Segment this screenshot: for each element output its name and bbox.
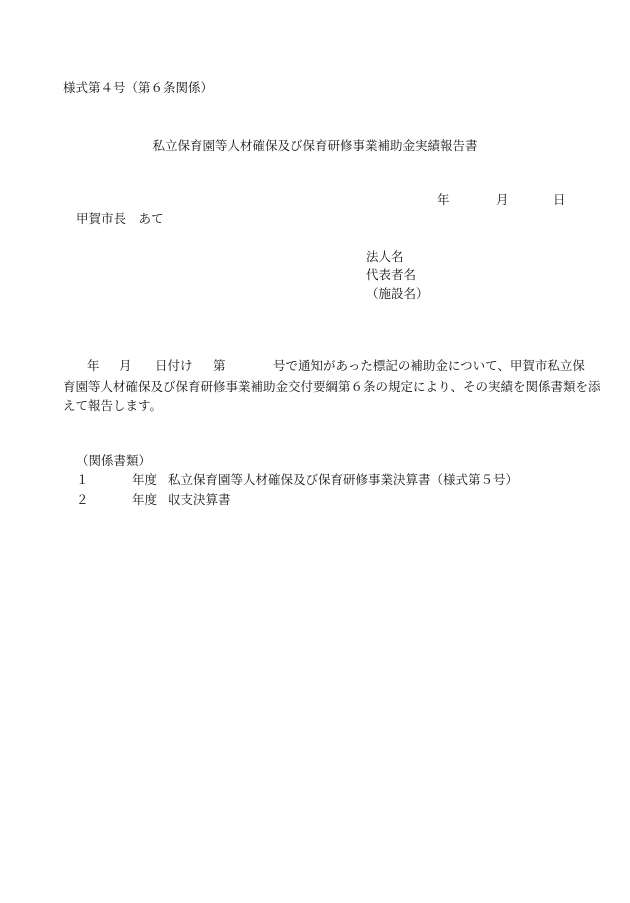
body-line-1	[63, 358, 585, 374]
related-docs-heading: （関係書類）	[76, 453, 152, 468]
body-line-2: 育園等人材確保及び保育研修事業補助金交付要綱第６条の規定により、その実績を関係書類を添	[63, 379, 601, 394]
body-dated-label: 日付け	[155, 358, 193, 373]
addressee: 甲賀市長 あて	[76, 211, 164, 226]
document-title: 私立保育園等人材確保及び保育研修事業補助金実績報告書	[152, 138, 478, 153]
date-day-label: 日	[553, 192, 566, 207]
corp-name-label: 法人名	[366, 249, 404, 264]
body-year-label: 年	[87, 358, 100, 373]
related-doc-item	[76, 472, 556, 488]
related-doc-item	[76, 492, 556, 508]
date-month-label: 月	[496, 192, 509, 207]
related-doc-name: 私立保育園等人材確保及び保育研修事業決算書（様式第５号）	[168, 472, 519, 487]
body-dai-label: 第	[213, 358, 226, 373]
related-doc-number: １	[76, 472, 89, 487]
body-line-1-rest: 号で通知があった標記の補助金について、甲賀市私立保	[273, 358, 585, 373]
body-month-label: 月	[119, 358, 132, 373]
body-line-3: えて報告します。	[63, 398, 163, 413]
representative-label: 代表者名	[366, 267, 417, 282]
related-doc-year-label: 年度	[132, 472, 158, 487]
date-year-label: 年	[437, 192, 450, 207]
related-doc-name: 収支決算書	[168, 492, 231, 507]
form-number: 様式第４号（第６条関係）	[63, 80, 214, 95]
related-doc-number: ２	[76, 492, 89, 507]
facility-label: （施設名）	[366, 286, 429, 301]
related-doc-year-label: 年度	[132, 492, 158, 507]
